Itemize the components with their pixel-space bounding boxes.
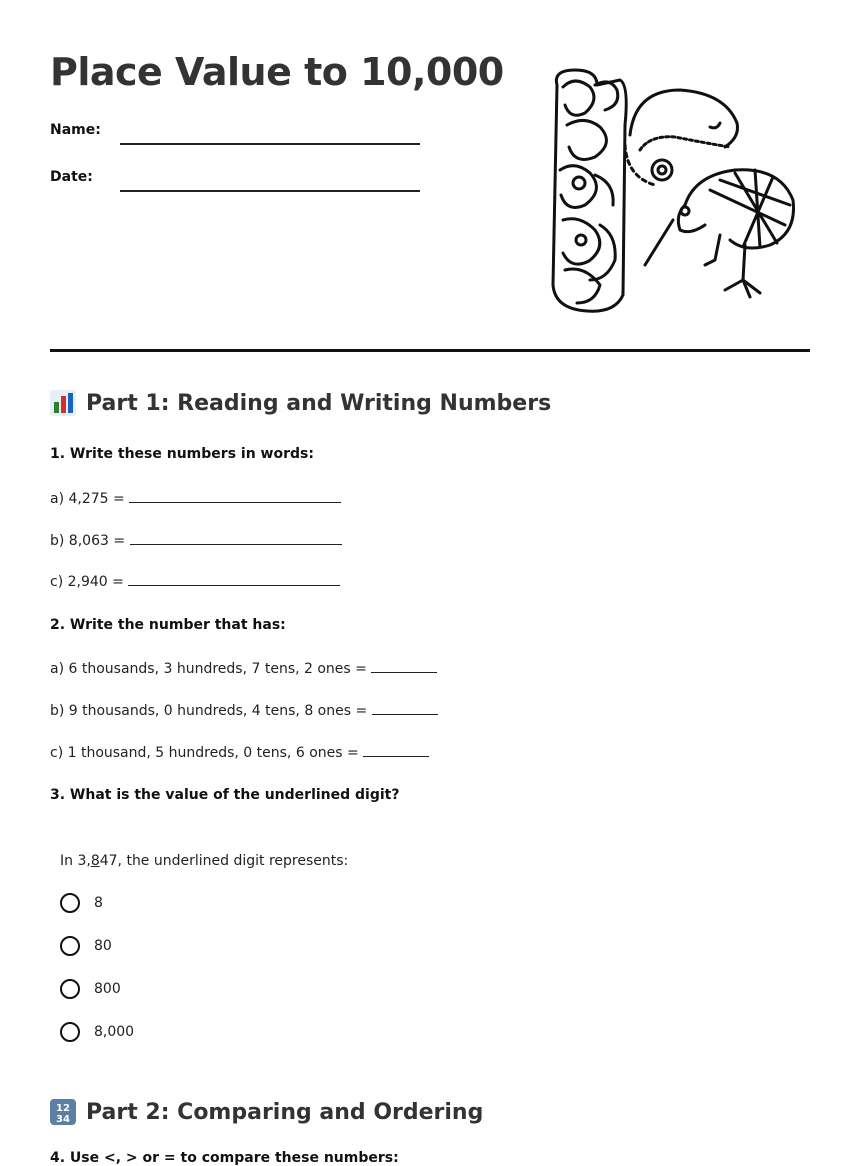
- numbers-1234-emoji-icon: [50, 1099, 76, 1125]
- option-800[interactable]: 800: [60, 979, 121, 999]
- underlined-digit: 8: [90, 853, 100, 869]
- radio-button[interactable]: [60, 936, 80, 956]
- answer-blank[interactable]: [129, 488, 341, 503]
- worksheet-title: Place Value to 10,000: [50, 50, 504, 94]
- part1-heading: [50, 390, 551, 416]
- question-1-heading: 1. Write these numbers in words:: [50, 446, 314, 462]
- question-2c: c) 1 thousand, 5 hundreds, 0 tens, 6 ones =: [50, 742, 429, 761]
- date-line[interactable]: [120, 190, 420, 192]
- question-1a: a) 4,275 =: [50, 488, 341, 507]
- answer-blank[interactable]: [371, 658, 437, 673]
- radio-button[interactable]: [60, 979, 80, 999]
- option-8[interactable]: 8: [60, 893, 103, 913]
- svg-text:12: 12: [56, 1103, 70, 1114]
- question-3-prompt: In 3,847, the underlined digit represents:: [60, 853, 349, 869]
- answer-blank[interactable]: [372, 700, 438, 715]
- question-2a: a) 6 thousands, 3 hundreds, 7 tens, 2 ones =: [50, 658, 437, 677]
- question-3-heading: 3. What is the value of the underlined digit?: [50, 787, 400, 803]
- question-2-heading: 2. Write the number that has:: [50, 617, 286, 633]
- question-2b: b) 9 thousands, 0 hundreds, 4 tens, 8 ones =: [50, 700, 438, 719]
- svg-text:34: 34: [56, 1114, 70, 1125]
- option-8000[interactable]: 8,000: [60, 1022, 134, 1042]
- option-80[interactable]: 80: [60, 936, 112, 956]
- radio-button[interactable]: [60, 1022, 80, 1042]
- maori-carving-kiwi-icon: [545, 65, 800, 315]
- part1-title: Part 1: Reading and Writing Numbers: [86, 390, 552, 416]
- part2-title: Part 2: Comparing and Ordering: [86, 1099, 484, 1125]
- question-1c: c) 2,940 =: [50, 571, 340, 590]
- question-4-heading: 4. Use <, > or = to compare these numbers:: [50, 1150, 399, 1166]
- question-1b: b) 8,063 =: [50, 530, 342, 549]
- radio-button[interactable]: [60, 893, 80, 913]
- answer-blank[interactable]: [128, 571, 340, 586]
- header-divider: [50, 349, 810, 352]
- part2-heading: [50, 1099, 483, 1125]
- bar-chart-emoji-icon: [50, 390, 76, 416]
- name-line[interactable]: [120, 143, 420, 145]
- date-label: Date:: [50, 169, 93, 185]
- name-label: Name:: [50, 122, 101, 138]
- answer-blank[interactable]: [130, 530, 342, 545]
- answer-blank[interactable]: [363, 742, 429, 757]
